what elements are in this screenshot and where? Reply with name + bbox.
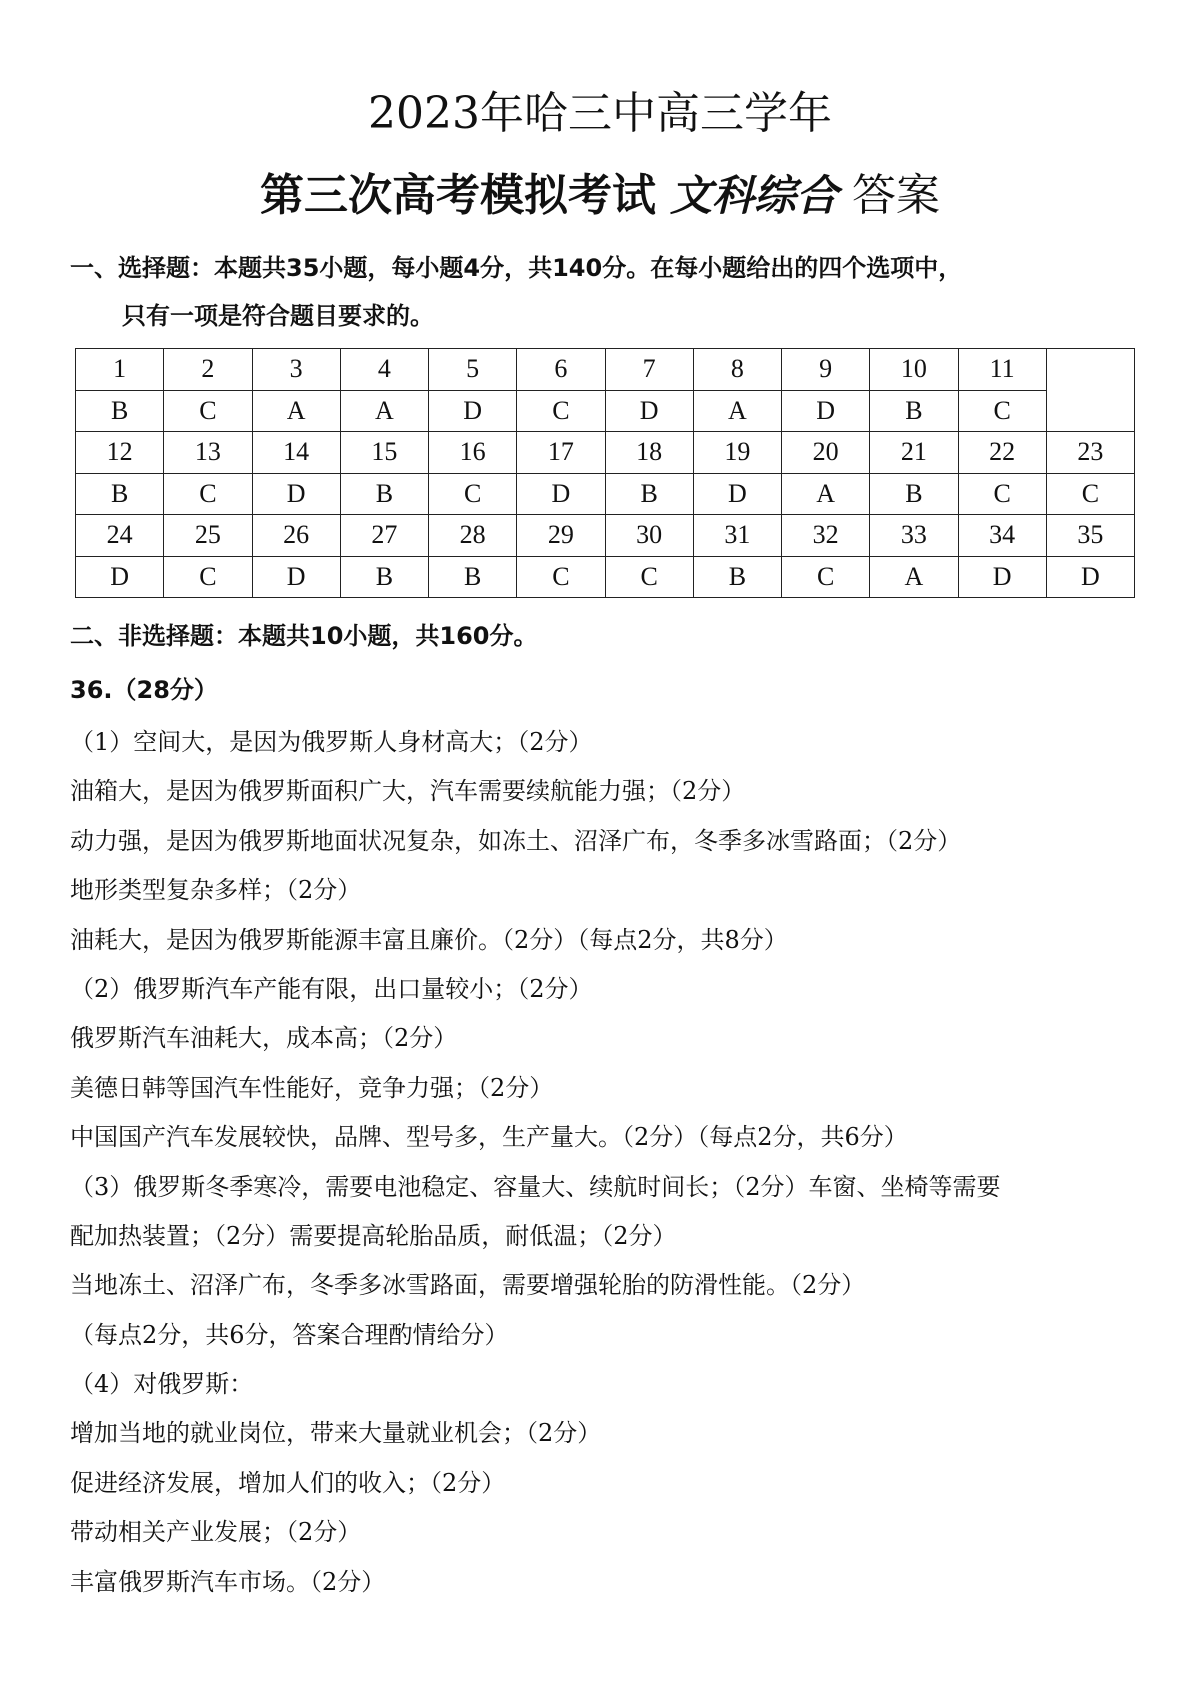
question-number-cell: 6 (517, 349, 605, 391)
question-number-cell: 21 (870, 432, 958, 474)
answer-line: 丰富俄罗斯汽车市场。（2分） (70, 1567, 386, 1596)
subtitle-main: 第三次高考模拟考试 (259, 170, 656, 221)
question-number-cell: 19 (693, 432, 781, 474)
answer-line: 油箱大，是因为俄罗斯面积广大，汽车需要续航能力强；（2分） (70, 777, 746, 806)
question-number-cell: 28 (429, 515, 517, 557)
question-number-cell: 31 (693, 515, 781, 557)
question-number-cell: 15 (340, 432, 428, 474)
answer-line: 带动相关产业发展；（2分） (70, 1518, 362, 1547)
answer-line: 中国国产汽车发展较快，品牌、型号多，生产量大。（2分）（每点2分，共6分） (70, 1123, 908, 1152)
document-subtitle (0, 164, 1200, 228)
table-row (76, 432, 1135, 474)
question-number-cell: 10 (870, 349, 958, 391)
question-number-cell: 14 (252, 432, 340, 474)
question-number-cell: 16 (429, 432, 517, 474)
answer-cell: B (340, 473, 428, 515)
answer-line: 增加当地的就业岗位，带来大量就业机会；（2分） (70, 1419, 602, 1448)
question-number-cell: 1 (76, 349, 164, 391)
answer-cell: B (693, 556, 781, 598)
question-number-cell: 7 (605, 349, 693, 391)
question-number-cell: 29 (517, 515, 605, 557)
answer-cell: A (693, 390, 781, 432)
question-36-header: 36.（28分） (70, 676, 218, 704)
subtitle-subject: 文科综合 (669, 171, 838, 220)
answer-line: 促进经济发展，增加人们的收入；（2分） (70, 1468, 506, 1497)
answer-line: （4）对俄罗斯： (70, 1370, 254, 1399)
question-number-cell: 24 (76, 515, 164, 557)
answer-cell: C (517, 390, 605, 432)
answer-line: 油耗大，是因为俄罗斯能源丰富且廉价。（2分）（每点2分，共8分） (70, 925, 788, 954)
answer-cell: C (164, 556, 252, 598)
section-non-choice-heading: 二、非选择题：本题共10小题，共160分。 (70, 622, 538, 650)
empty-cell (1046, 349, 1134, 432)
answer-line: 地形类型复杂多样；（2分） (70, 876, 362, 905)
answer-line: 美德日韩等国汽车性能好，竞争力强；（2分） (70, 1073, 554, 1102)
answer-cell: C (1046, 473, 1134, 515)
question-number-cell: 34 (958, 515, 1046, 557)
question-number-cell: 20 (782, 432, 870, 474)
answer-cell: D (1046, 556, 1134, 598)
answer-cell: B (429, 556, 517, 598)
question-number-cell: 8 (693, 349, 781, 391)
answer-cell: C (958, 473, 1046, 515)
answer-cell: C (164, 473, 252, 515)
answer-cell: D (517, 473, 605, 515)
answer-cell: B (605, 473, 693, 515)
answer-cell: D (958, 556, 1046, 598)
answer-table (75, 348, 1135, 598)
question-number-cell: 25 (164, 515, 252, 557)
answer-cell: C (958, 390, 1046, 432)
answer-cell: C (164, 390, 252, 432)
table-row (76, 390, 1135, 432)
table-row (76, 515, 1135, 557)
question-number-cell: 22 (958, 432, 1046, 474)
question-number-cell: 9 (782, 349, 870, 391)
answer-cell: C (605, 556, 693, 598)
answer-cell: B (340, 556, 428, 598)
answer-line: 配加热装置；（2分）需要提高轮胎品质，耐低温；（2分） (70, 1221, 677, 1250)
question-number-cell: 4 (340, 349, 428, 391)
answer-cell: D (782, 390, 870, 432)
question-number-cell: 18 (605, 432, 693, 474)
answer-line: （2）俄罗斯汽车产能有限，出口量较小；（2分） (70, 974, 593, 1003)
answer-line: 动力强，是因为俄罗斯地面状况复杂，如冻土、沼泽广布，冬季多冰雪路面；（2分） (70, 826, 962, 855)
question-number-cell: 30 (605, 515, 693, 557)
answer-cell: B (76, 473, 164, 515)
answer-line: （1）空间大，是因为俄罗斯人身材高大；（2分） (70, 728, 593, 756)
question-number-cell: 11 (958, 349, 1046, 391)
question-number-cell: 32 (782, 515, 870, 557)
answer-cell: B (870, 473, 958, 515)
question-number-cell: 26 (252, 515, 340, 557)
section1-line2: 只有一项是符合题目要求的。 (122, 302, 434, 330)
answer-cell: D (693, 473, 781, 515)
answer-line: 当地冻土、沼泽广布，冬季多冰雪路面，需要增强轮胎的防滑性能。（2分） (70, 1271, 866, 1300)
table-row (76, 349, 1135, 391)
answer-cell: D (252, 556, 340, 598)
question-number-cell: 13 (164, 432, 252, 474)
section1-line1: 一、选择题：本题共35小题，每小题4分，共140分。在每小题给出的四个选项中， (70, 254, 963, 282)
answer-cell: D (605, 390, 693, 432)
answer-cell: C (517, 556, 605, 598)
question-number-cell: 2 (164, 349, 252, 391)
answer-cell: B (870, 390, 958, 432)
question-number-cell: 12 (76, 432, 164, 474)
question-number-cell: 23 (1046, 432, 1134, 474)
subtitle-suffix: 答案 (852, 170, 940, 221)
answer-cell: A (252, 390, 340, 432)
question-number-cell: 27 (340, 515, 428, 557)
document-title: 2023年哈三中高三学年 (368, 88, 832, 139)
question-number-cell: 3 (252, 349, 340, 391)
section-multiple-choice-heading (70, 244, 1150, 340)
answer-cell: C (782, 556, 870, 598)
answer-cell: C (429, 473, 517, 515)
answer-cell: D (429, 390, 517, 432)
answer-cell: A (340, 390, 428, 432)
answer-cell: D (76, 556, 164, 598)
answer-line: （每点2分，共6分，答案合理酌情给分） (70, 1320, 509, 1349)
question-number-cell: 33 (870, 515, 958, 557)
answer-line: 俄罗斯汽车油耗大，成本高；（2分） (70, 1024, 458, 1053)
table-row (76, 556, 1135, 598)
answer-cell: A (870, 556, 958, 598)
answer-cell: B (76, 390, 164, 432)
question-number-cell: 5 (429, 349, 517, 391)
question-36-answers (70, 718, 1150, 1607)
question-number-cell: 17 (517, 432, 605, 474)
table-row (76, 473, 1135, 515)
answer-cell: A (782, 473, 870, 515)
question-number-cell: 35 (1046, 515, 1134, 557)
answer-line: （3）俄罗斯冬季寒冷，需要电池稳定、容量大、续航时间长；（2分）车窗、坐椅等需要 (70, 1172, 1001, 1201)
answer-cell: D (252, 473, 340, 515)
